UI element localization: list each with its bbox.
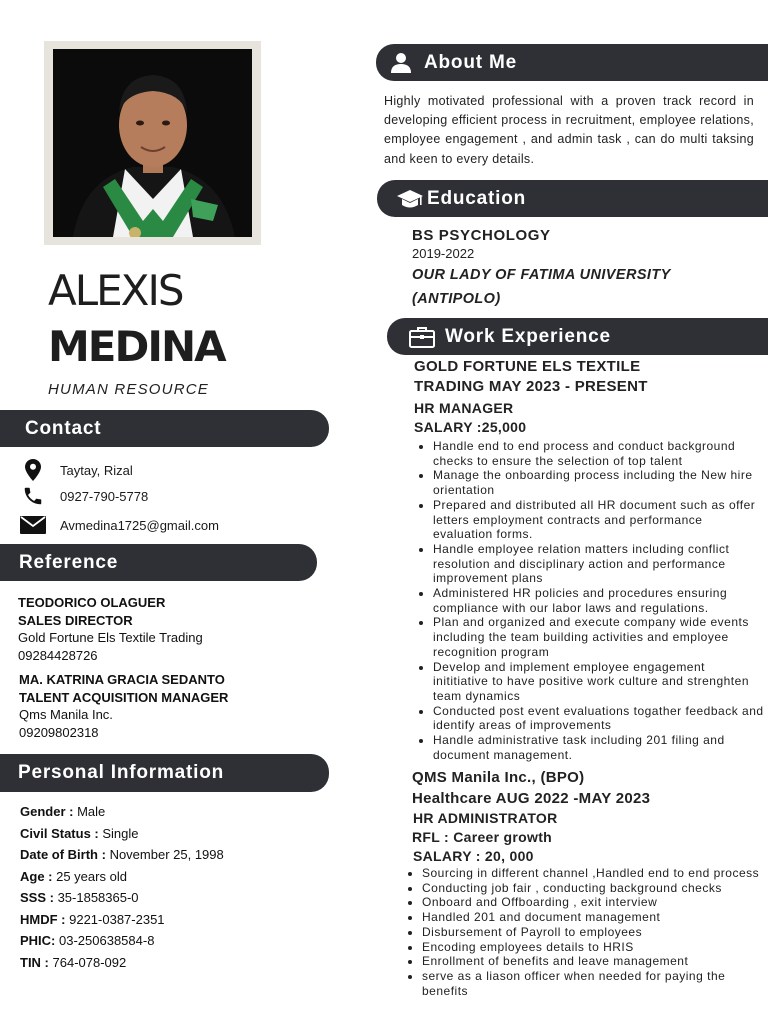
- phone-text: 0927-790-5778: [60, 488, 149, 504]
- reference-1-position: SALES DIRECTOR: [18, 612, 133, 628]
- contact-heading: Contact: [25, 417, 102, 439]
- reference-2-name: MA. KATRINA GRACIA SEDANTO: [19, 672, 225, 687]
- reference-2-company: Qms Manila Inc.: [19, 707, 113, 722]
- reference-heading: Reference: [19, 551, 119, 573]
- job-1-header: [414, 357, 648, 437]
- list-item: • Encoding employees details to HRIS: [422, 940, 760, 955]
- profile-photo-frame: [44, 41, 261, 245]
- reference-1: [18, 594, 203, 664]
- list-item: • serve as a liason officer when needed for paying the benefits: [422, 969, 760, 998]
- list-item: • Handled 201 and document management: [422, 910, 760, 925]
- list-item: • Conducting job fair , conducting background checks: [422, 881, 760, 896]
- personal-hmdf: HMDF : 9221-0387-2351: [20, 911, 165, 927]
- education-years: 2019-2022: [412, 246, 475, 261]
- list-item: • Enrollment of benefits and leave management: [422, 954, 760, 969]
- list-item: • Plan and organized and execute company wide events including the team building activities and employee recognition program: [433, 615, 764, 659]
- list-item: • Administered HR policies and procedures ensuring compliance with our labor laws and regulations.: [433, 586, 764, 615]
- job-title: HUMAN RESOURCE: [48, 381, 209, 398]
- reference-1-phone: 09284428726: [18, 647, 98, 663]
- personal-info-heading: Personal Information: [18, 762, 225, 783]
- personal-date-of-birth: Date of Birth : November 25, 1998: [20, 847, 224, 862]
- education-section-header: [377, 180, 768, 217]
- job-2-header: [412, 767, 650, 866]
- list-item: • Prepared and distributed all HR document such as offer letters employment contracts and performance evaluation forms.: [433, 498, 764, 542]
- list-item: • Handle administrative task including 201 filing and document management.: [433, 733, 764, 762]
- job-1-company: GOLD FORTUNE ELS TEXTILE: [414, 358, 641, 375]
- user-icon: [388, 50, 414, 76]
- contact-location: [20, 459, 133, 481]
- contact-phone: [20, 485, 148, 507]
- personal-info-list: [20, 801, 224, 973]
- education-degree: BS PSYCHOLOGY: [412, 227, 551, 244]
- briefcase-icon: [409, 324, 435, 350]
- about-section-header: [376, 44, 768, 81]
- education-school: OUR LADY OF FATIMA UNIVERSITY (ANTIPOLO): [412, 267, 671, 307]
- email-text[interactable]: Avmedina1725@gmail.com: [60, 517, 219, 533]
- contact-section-header: [0, 410, 329, 447]
- job-2-role: HR ADMINISTRATOR: [413, 810, 558, 826]
- personal-civil-status: Civil Status : Single: [20, 825, 139, 841]
- job-2-duties: [408, 866, 760, 998]
- personal-tin: TIN : 764-078-092: [20, 954, 127, 970]
- list-item: • Develop and implement employee engagement inititiative to have positive work culture and strenghten team dynamics: [433, 660, 764, 704]
- reference-section-header: [0, 544, 317, 581]
- envelope-icon: [20, 514, 46, 536]
- job-2-salary: SALARY : 20, 000: [413, 848, 534, 864]
- personal-phic: PHIC: 03-250638584-8: [20, 933, 155, 948]
- list-item: • Sourcing in different channel ,Handled end to end process: [422, 866, 760, 881]
- work-section-header: [387, 318, 768, 355]
- first-name: ALEXIS: [48, 266, 183, 315]
- list-item: • Onboard and Offboarding , exit interview: [422, 895, 760, 910]
- job-2-company: QMS Manila Inc., (BPO): [412, 769, 585, 786]
- location-text: Taytay, Rizal: [60, 462, 133, 478]
- reference-2-phone: 09209802318: [19, 724, 99, 740]
- personal-sss: SSS : 35-1858365-0: [20, 890, 139, 905]
- list-item: • Manage the onboarding process including the New hire orientation: [433, 468, 764, 497]
- reference-1-company: Gold Fortune Els Textile Trading: [18, 630, 203, 645]
- about-heading: About Me: [424, 51, 517, 73]
- last-name: MEDINA: [48, 322, 225, 371]
- job-1-role: HR MANAGER: [414, 400, 514, 416]
- list-item: • Disbursement of Payroll to employees: [422, 925, 760, 940]
- phone-icon: [20, 485, 46, 507]
- personal-gender: Gender : Male: [20, 804, 106, 819]
- list-item: • Handle employee relation matters including conflict resolution and disciplinary action and performance improvement plans: [433, 542, 764, 586]
- personal-info-section-header: [0, 754, 329, 792]
- job-1-duties: [419, 439, 764, 762]
- job-1-salary: SALARY :25,000: [414, 419, 527, 435]
- work-heading: Work Experience: [445, 325, 611, 347]
- list-item: • Handle end to end process and conduct background checks to ensure the selection of top talent: [433, 439, 764, 468]
- location-pin-icon: [20, 459, 46, 481]
- personal-age: Age : 25 years old: [20, 868, 127, 884]
- education-heading: Education: [427, 187, 527, 209]
- graduation-cap-icon: [397, 186, 423, 212]
- reference-2-position: TALENT ACQUISITION MANAGER: [19, 689, 229, 705]
- reference-1-name: TEODORICO OLAGUER: [18, 595, 166, 610]
- job-1-company-dates: TRADING MAY 2023 - PRESENT: [414, 378, 648, 395]
- profile-photo: [53, 49, 252, 237]
- about-text: Highly motivated professional with a proven track record in developing efficient process in recruitment, employee relations, employee engagement , and admin task , can do multi taksing and keen to every details.: [384, 94, 754, 166]
- job-2-rfl: RFL : Career growth: [412, 829, 553, 845]
- reference-2: [19, 671, 228, 741]
- list-item: • Conducted post event evaluations togather feedback and identify areas of improvements: [433, 704, 764, 733]
- education-entry: [412, 227, 671, 311]
- contact-email: [20, 514, 219, 536]
- job-2-company-dates: Healthcare AUG 2022 -MAY 2023: [412, 790, 651, 807]
